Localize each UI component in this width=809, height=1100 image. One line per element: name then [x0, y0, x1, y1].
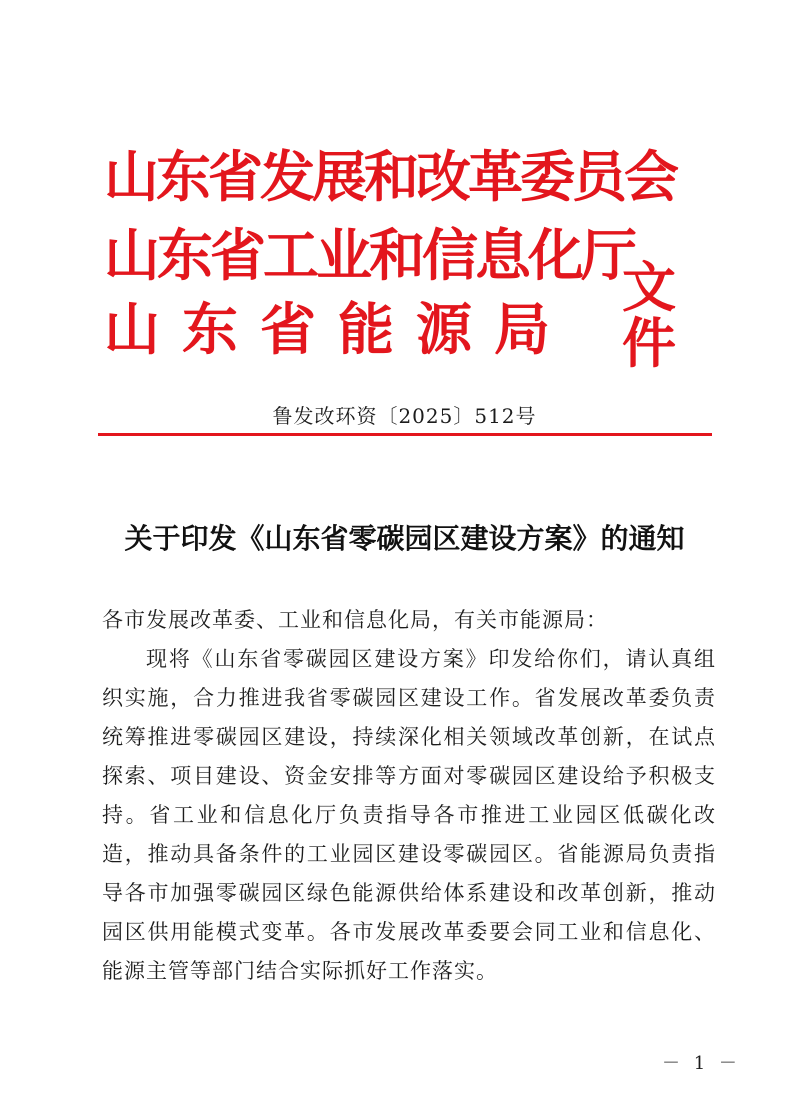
addressee-line: 各市发展改革委、工业和信息化局，有关市能源局：: [102, 608, 608, 632]
header-line-2: 山东省工业和信息化厅: [104, 224, 634, 289]
header-line-3-char: 能: [338, 298, 394, 363]
header-line-3-char: 山: [104, 298, 160, 363]
body-paragraph: 现将《山东省零碳园区建设方案》印发给你们，请认真组织实施，合力推进我省零碳园区建设工作。省发展改革委负责统筹推进零碳园区建设，持续深化相关领域改革创新，在试点探索、项目建设、资金安排等方面对零碳园区建设给予积极支持。省工业和信息化厅负责指导各市推进工业园区低碳化改造，推动具备条件的工业园区建设零碳园区。省能源局负责指导各市加强零碳园区绿色能源供给体系建设和改革创新，推动园区供用能模式变革。各市发展改革委要会同工业和信息化、能源主管等部门结合实际抓好工作落实。: [102, 647, 716, 983]
header-line-3-char: 东: [182, 298, 238, 363]
document-title: 关于印发《山东省零碳园区建设方案》的通知: [124, 522, 685, 555]
header-line-3-char: 省: [260, 298, 316, 363]
document-suffix: 文件: [622, 256, 675, 375]
red-divider-line: [98, 433, 712, 436]
header-line-3: [104, 296, 550, 366]
document-number: 鲁发改环资〔2025〕512号: [272, 404, 537, 428]
header-line-1: 山东省发展和改革委员会: [104, 145, 677, 209]
page-number: － 1 －: [662, 1053, 741, 1074]
header-line-3-char: 源: [416, 298, 472, 363]
header-line-3-char: 局: [494, 298, 550, 363]
